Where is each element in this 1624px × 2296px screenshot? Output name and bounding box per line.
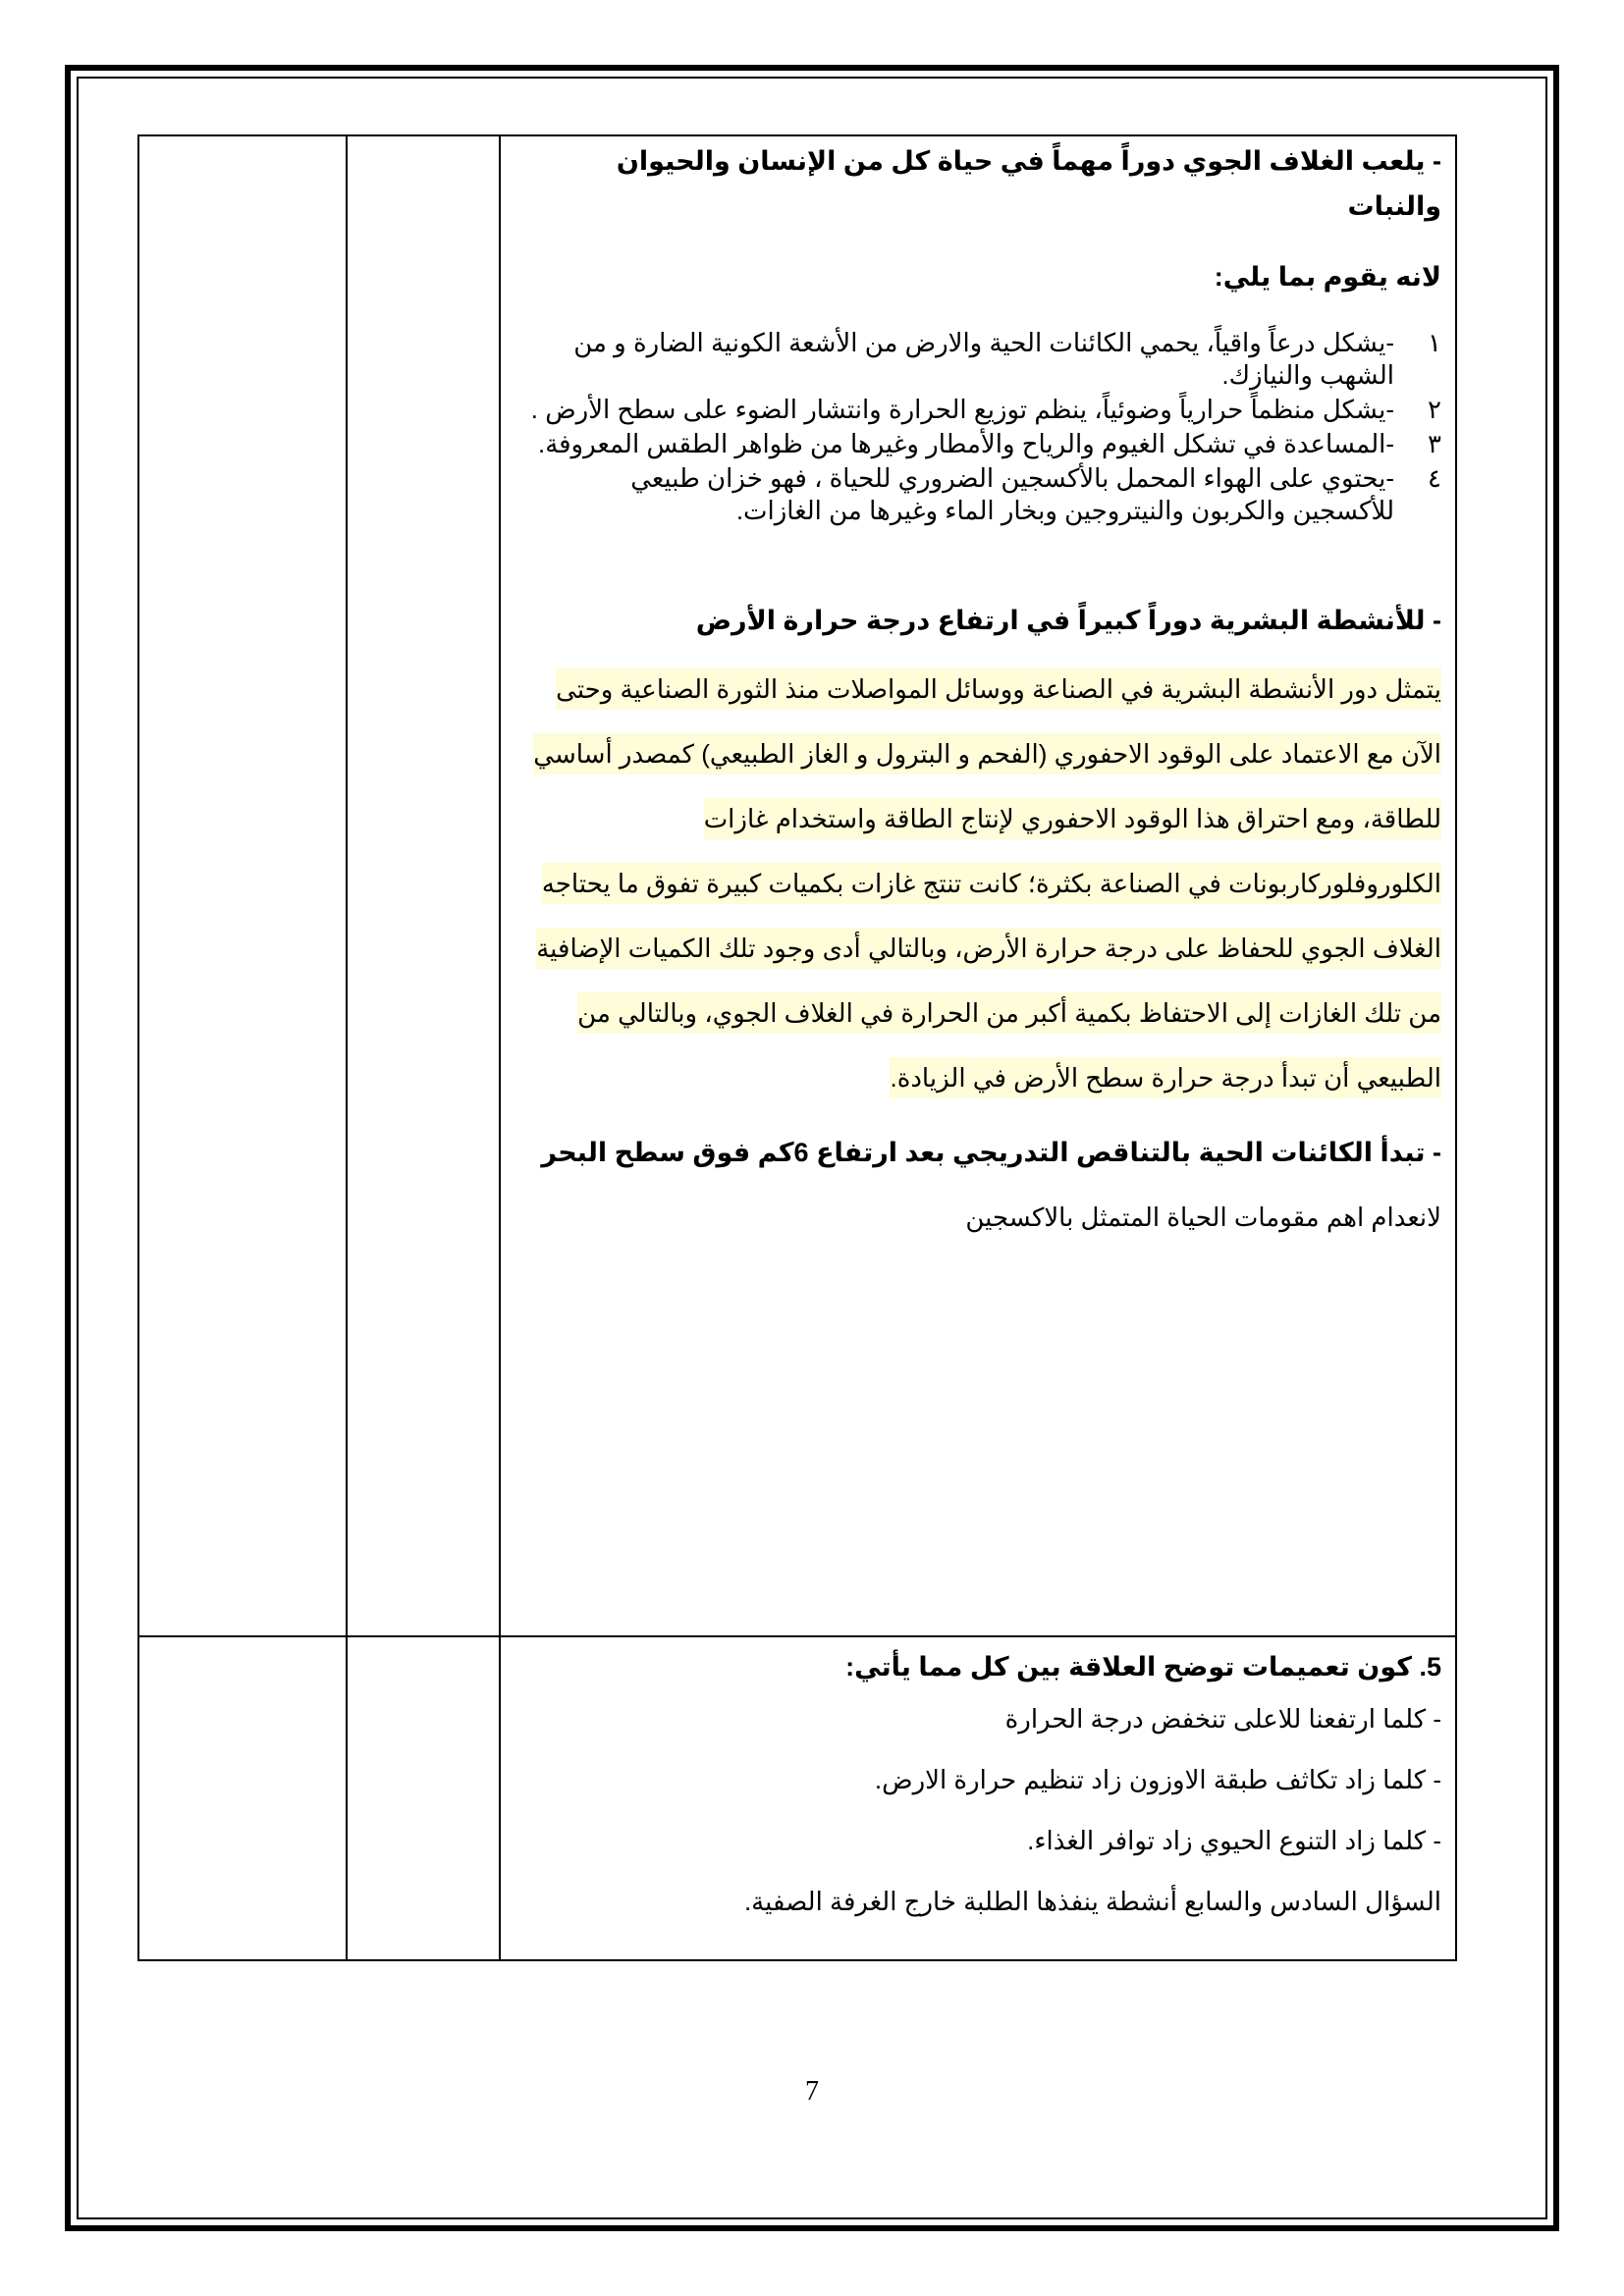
table-row — [138, 135, 1456, 1636]
generalization-item: - كلما ارتفعنا للاعلى تنخفض درجة الحرارة — [1004, 1704, 1441, 1734]
generalization-item: - كلما زاد تكاثف طبقة الاوزون زاد تنظيم حرارة الارض. — [874, 1765, 1441, 1794]
section-heading: - للأنشطة البشرية دوراً كبيراً في ارتفاع درجة حرارة الأرض — [695, 606, 1441, 635]
page-number: 7 — [805, 2076, 819, 2107]
section-heading: - يلعب الغلاف الجوي دوراً مهماً في حياة كل من الإنسان والحيوان والنبات — [616, 146, 1441, 221]
empty-column-cell — [347, 135, 500, 1636]
highlighted-paragraph: يتمثل دور الأنشطة البشرية في الصناعة ووسائل المواصلات منذ الثورة الصناعية وحتى الآن مع الاعتماد على الوقود الاحفوري (الفحم و البترول و الغاز الطبيعي) كمصدر أساسي للطاقة، ومع احتراق هذا الوقود الاحفوري لإنتاج الطاقة واستخدام غازات الكلوروفلوركاربونات في الصناعة بكثرة؛ كانت تنتج غازات بكميات كبيرة تفوق ما يحتاجه الغلاف الجوي للحفاظ على درجة حرارة الأرض، وبالتالي أدى وجود تلك الكميات الإضافية من تلك الغازات إلى الاحتفاظ بكمية أكبر من الحرارة في الغلاف الجوي، وبالتالي من الطبيعي أن تبدأ درجة حرارة سطح الأرض في الزيادة. — [518, 657, 1441, 1110]
list-item: ٢ -يشكل منظماً حرارياً وضوئياً، ينظم توزيع الحرارة وانتشار الضوء على سطح الأرض . — [530, 395, 1441, 424]
empty-column-cell — [347, 1636, 500, 1960]
section-subheading: لانه يقوم بما يلي: — [1214, 262, 1441, 292]
activity-note: السؤال السادس والسابع أنشطة ينفذها الطلبة خارج الغرفة الصفية. — [743, 1887, 1441, 1916]
benefits-list — [518, 327, 1441, 527]
question-heading: 5. كون تعميمات توضح العلاقة بين كل مما يأتي: — [845, 1652, 1441, 1682]
section-heading: - تبدأ الكائنات الحية بالتناقص التدريجي بعد ارتفاع 6كم فوق سطح البحر — [541, 1138, 1441, 1167]
empty-column-cell — [138, 135, 347, 1636]
worksheet-table — [137, 134, 1457, 1961]
generalization-item: - كلما زاد التنوع الحيوي زاد توافر الغذاء. — [1027, 1826, 1441, 1855]
list-item: ١ -يشكل درعاً واقياً، يحمي الكائنات الحية والارض من الأشعة الكونية الضارة و من الشهب والنيازك. — [573, 328, 1441, 390]
list-item: ٣ -المساعدة في تشكل الغيوم والرياح والأمطار وغيرها من ظواهر الطقس المعروفة. — [537, 429, 1441, 458]
table-row — [138, 1636, 1456, 1960]
content-cell — [500, 1636, 1456, 1960]
content-cell — [500, 135, 1456, 1636]
list-item: ٤ -يحتوي على الهواء المحمل بالأكسجين الضروري للحياة ، فهو خزان طبيعي للأكسجين والكربون والنيتروجين وبخار الماء وغيرها من الغازات. — [630, 463, 1441, 525]
answer-text: لانعدام اهم مقومات الحياة المتمثل بالاكسجين — [965, 1202, 1441, 1232]
empty-column-cell — [138, 1636, 347, 1960]
